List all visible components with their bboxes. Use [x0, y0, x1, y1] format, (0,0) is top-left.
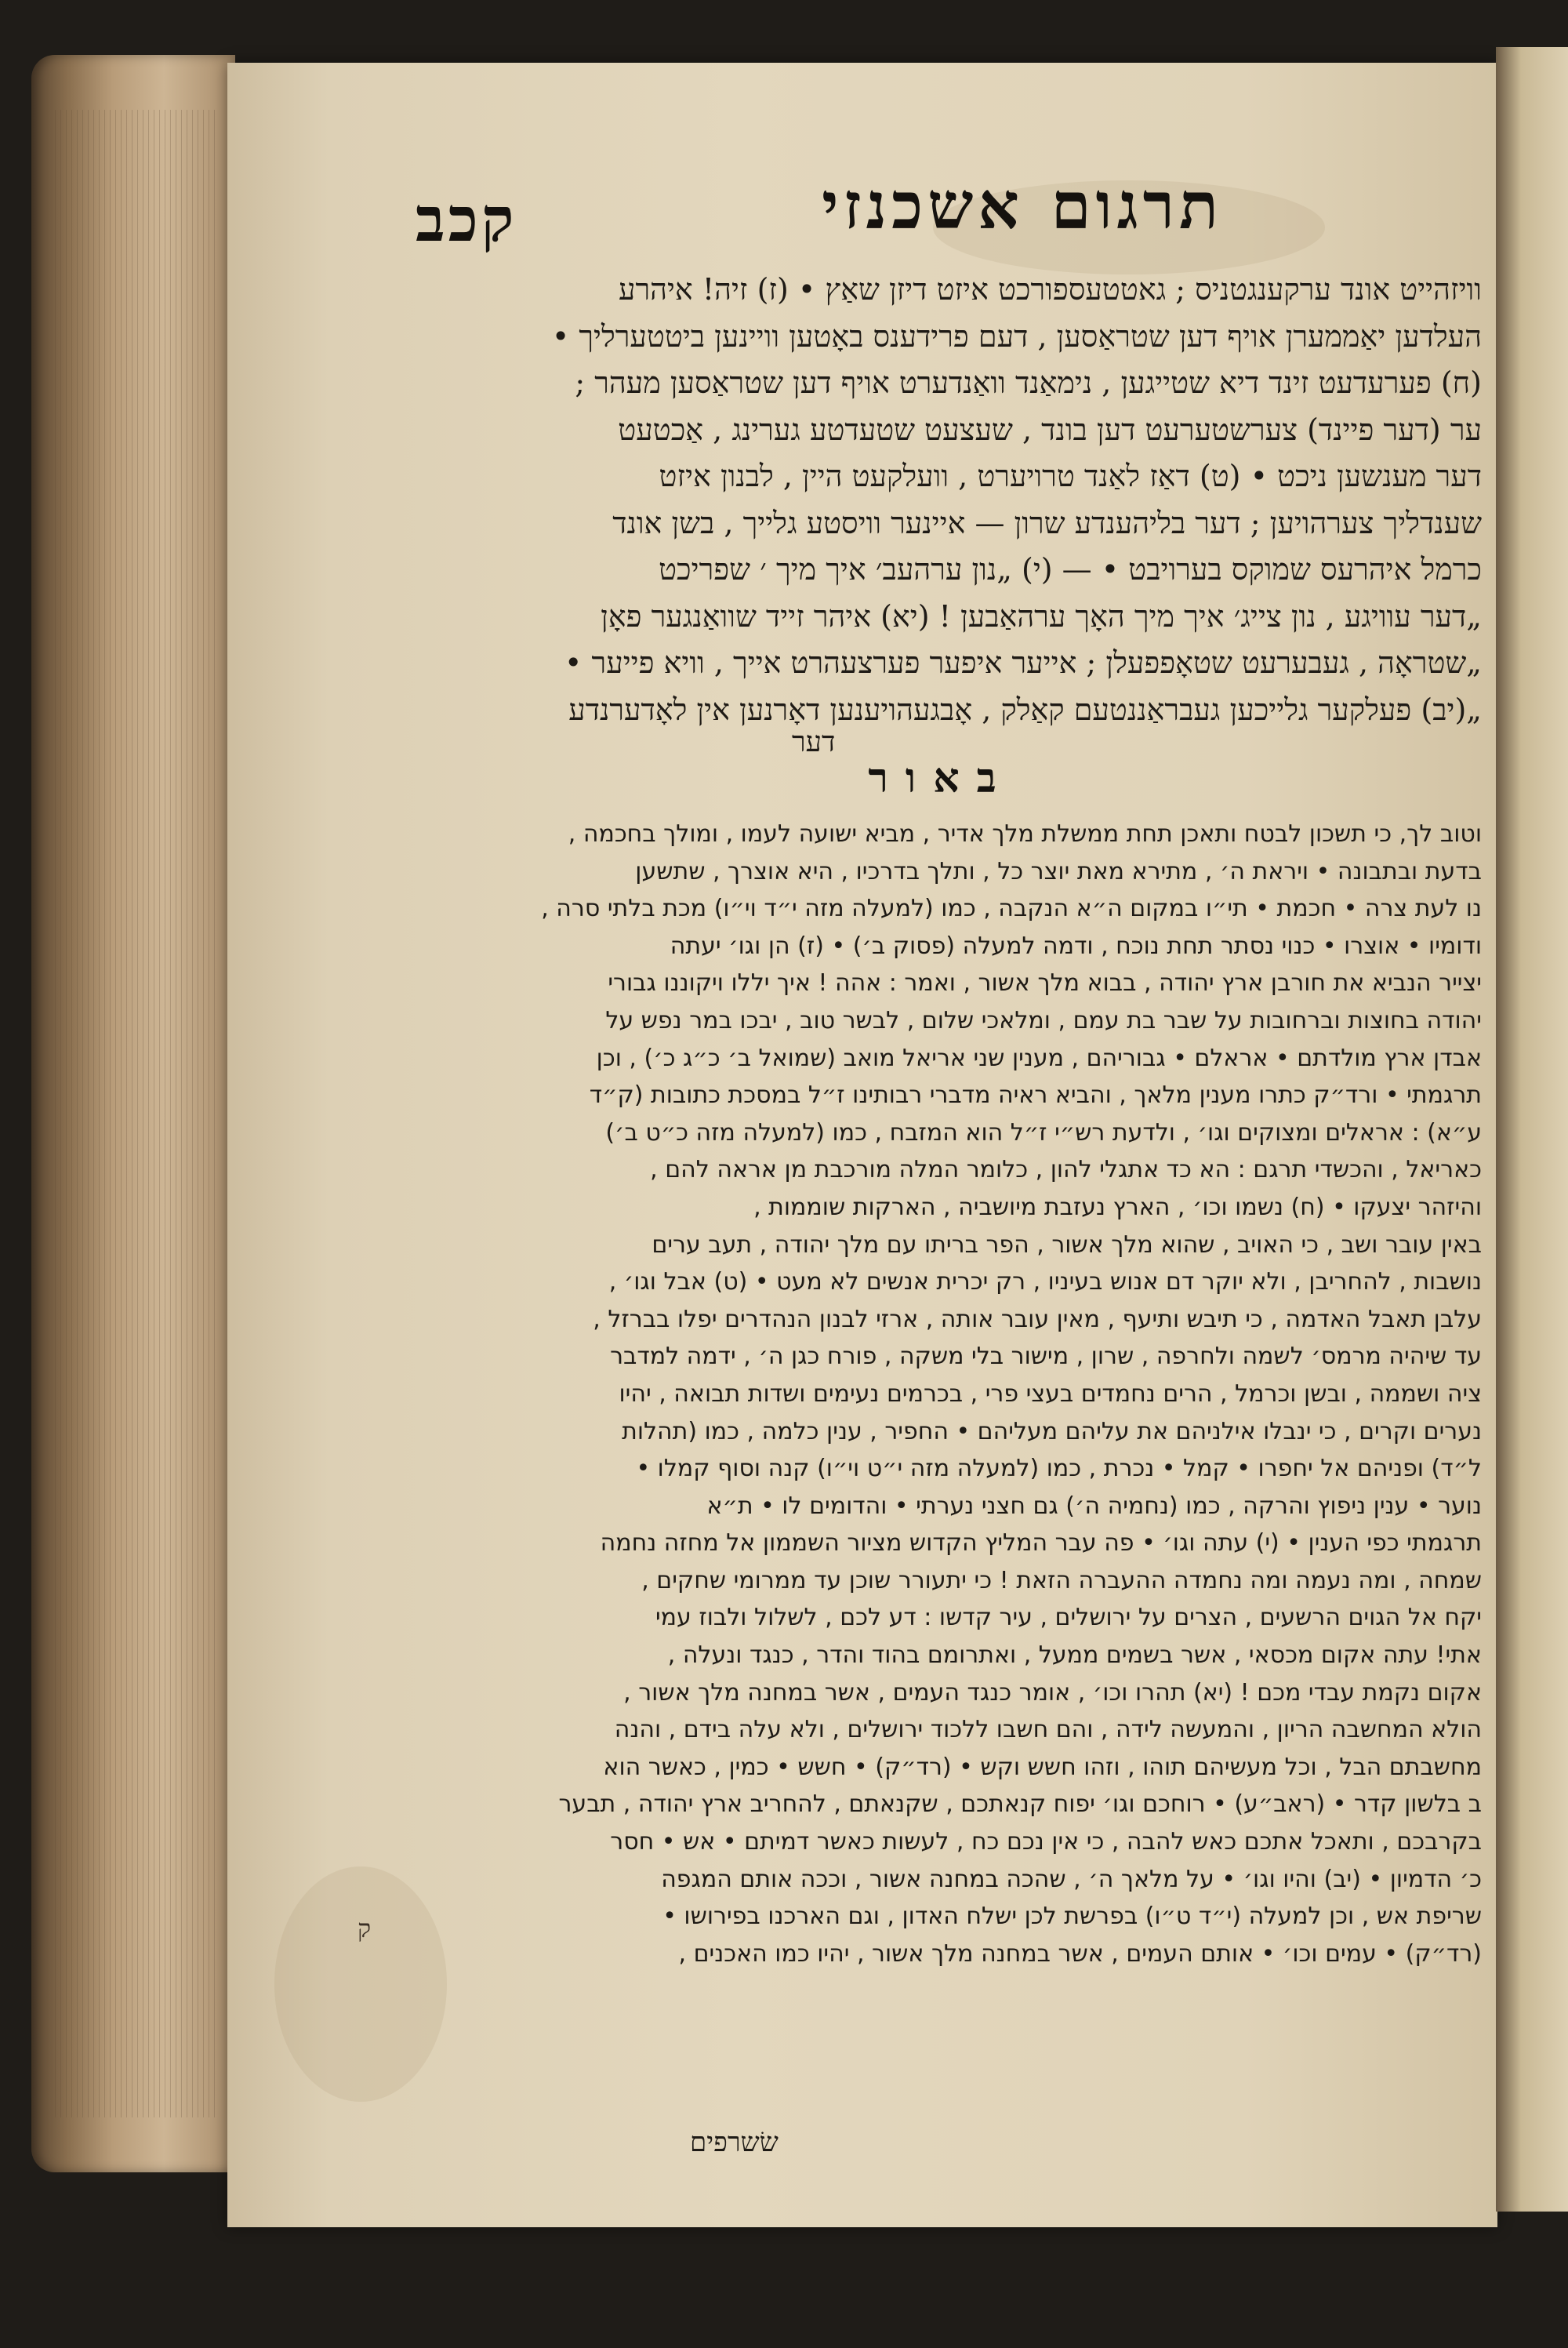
commentary-line: ע״א) : אראלים ומצוקים וגו׳ , ולדעת רש״י ז״ל הוא המזבח , כמו (למעלה מזה כ״ט ב׳) — [605, 1118, 1482, 1147]
commentary-line: נושבות , להחריבן , ולא יוקר דם אנוש בעיניו , רק יכרית אנשים לא מעט • (ט) אבל וגו׳ , — [608, 1268, 1482, 1296]
page-number: קכב — [416, 184, 517, 256]
commentary-line: אבדן ארץ מולדתם • אראלם • גבוריהם , מענין שני אריאל מואב (שמואל ב׳ כ״ג כ׳) , וכן — [596, 1044, 1482, 1072]
page-header — [408, 169, 1458, 263]
commentary-line: עלבן תאבל האדמה , כי תיבש ותיעף , מאין עובר אותה , ארזי לבנון הנהדרים יפלו בברזל , — [593, 1305, 1482, 1333]
page-edge-texture — [55, 110, 220, 2117]
commentary-line: מחשבתם הבל , וכל מעשיהם תוהו , וזהו חשש וקש • (רד״ק) • חשש • כמין , כאשר הוא — [603, 1753, 1482, 1781]
commentary-text — [392, 816, 1482, 1972]
translation-line: וויזהייט אונד ערקענגטניס ; גאטטעספורכט איזט דיזן שאַץ • (ז) זיה! איהרע — [618, 272, 1482, 307]
marginal-mark: ק — [358, 1914, 372, 1943]
commentary-line: ודומיו • אוצרו • כנוי נסתר תחת נוכח , ודמה למעלה (פסוק ב׳) • (ז) הן וגו׳ יעתה — [670, 932, 1482, 960]
commentary-line: כאריאל , והכשדי תרגם : הא כד אתגלי להון , כלומר המלה מורכבת מן אראה להם , — [650, 1156, 1482, 1184]
commentary-line: בדעת ובתבונה • ויראת ה׳ , מתירא מאת יוצר כל , ותלך בדרכיו , היא אוצרך , שתשען — [635, 857, 1482, 885]
commentary-line: עד שיהיה מרמס׳ לשמה ולחרפה , שרון , מישור בלי משקה , פורח כגן ה׳ , ידמה למדבר — [610, 1343, 1482, 1371]
commentary-line: יקח אל הגוים הרשעים , הצרים על ירושלים , עיר קדשו : דע לכם , לשלול ולבוז עמי — [655, 1604, 1482, 1632]
commentary-line: וטוב לך, כי תשכון לבטח ותאכן תחת ממשלת מלך אדיר , מביא ישועה לעמו , ומולך בחכמה , — [568, 820, 1482, 848]
commentary-line: בקרבכם , ותאכל אתכם כאש להבה , כי אין נכם כח , לעשות כאשר דמיתם • אש • חסר — [610, 1828, 1482, 1856]
commentary-line: נערים וקרים , כי ינבלו אילניהם את עליהם מעליהם • החפיר , ענין כלמה , כמו (תהלות — [622, 1417, 1482, 1445]
commentary-line: ב בלשון קדר • (ראב״ע) • רוחכם וגו׳ יפוח קנאתכם , שקנאתם , להחריב ארץ יהודה , תבער — [558, 1790, 1482, 1819]
signature-catchword: שׂשרפים — [690, 2127, 779, 2158]
catchword: דער — [792, 726, 836, 758]
commentary-line: שמחה , ומה נעמה ומה נחמדה ההעברה הזאת ! כי יתעורר שוכן עד ממרומי שחקים , — [641, 1566, 1482, 1594]
commentary-line: יצייר הנביא את חורבן ארץ יהודה , בבוא מלך אשור , ואמר : אהה ! איך יללו ויקוננו גבורי — [608, 969, 1482, 998]
commentary-line: באין עובר ושב , כי האויב , שהוא מלך אשור , הפר בריתו עם מלך יהודה , תעב ערים — [652, 1230, 1482, 1259]
commentary-line: הולא המחשבה הריון , והמעשה לידה , והם חשבו ללכוד ירושלים , ולא עלה בידם , והנה — [614, 1716, 1482, 1744]
translation-line: שענדליך צערהויען ; דער בליהענדע שרון — איינער וויסטע גלייך , בשן אונד — [612, 505, 1482, 540]
commentary-line: ציה ושממה , ובשן וכרמל , הרים נחמדים בעצי פרי , בכרמים נעימים ושדות תבואה , יהיו — [619, 1379, 1482, 1408]
translation-line: ער (דער פיינד) צערשטערעט דען בונד , שעצעט שטעדטע גערינג , אַכטעט — [618, 412, 1482, 447]
translation-line: כרמל איהרעס שמוקס בערויבט • — (י) „נון ערהעב׳ איך מיך ׳ שפריכט — [659, 552, 1482, 587]
section-heading: באור — [868, 754, 1014, 802]
commentary-line: תרגמתי כפי הענין • (י) עתה וגו׳ • פה עבר המליץ הקדוש מציור השממון אל מחזה נחמה — [600, 1529, 1482, 1557]
translation-line: דער מענשען ניכט • (ט) דאַז לאַנד טרויערט , וועלקעט היין , לבנון איזט — [659, 459, 1482, 493]
commentary-line: (רד״ק) • עמים וכו׳ • אותם העמים , אשר במחנה מלך אשור , יהיו כמו האכנים , — [678, 1939, 1482, 1968]
commentary-line: ל״ד) ופניהם אל יחפרו • קמל • נכרת , כמו (למעלה מזה י״ט וי״ו) קנה וסוף קמלו • — [636, 1455, 1482, 1483]
translation-line: „(יב) פעלקער גלייכען געבראַננטעם קאַלק , אָבגעהויענען דאָרנען אין לאָדערנדע — [568, 692, 1482, 727]
commentary-line: כ׳ הדמיון • (יב) והיו וגו׳ • על מלאך ה׳ , שהכה במחנה אשור , וככה אותם המגפה — [661, 1865, 1482, 1893]
translation-text — [392, 267, 1482, 733]
translation-line: העלדען יאַממערן אויף דען שטראַסען , דעם פרידענס באָטען וויינען ביטטערליך • — [551, 318, 1482, 354]
commentary-line: והיזהר יצעקו • (ח) נשמו וכו׳ , הארץ נעזבת מיושביה , הארקות שוממות , — [753, 1193, 1482, 1221]
translation-line: (ח) פערעדעט זינד דיא שטייגען , נימאַנד וואַנדערט אויף דען שטראַסען מעהר ; — [575, 365, 1482, 400]
running-title: תרגום אשכנזי — [822, 169, 1223, 244]
commentary-line: שריפת אש , וכן למעלה (י״ד ט״ו) בפרשת לכן ישלח האדון , וגם הארכנו בפירושו • — [662, 1903, 1482, 1931]
commentary-line: אקום נקמת עבדי מכם ! (יא) תהרו וכו׳ , אומר כנגד העמים , אשר במחנה מלך אשור , — [623, 1678, 1482, 1706]
commentary-line: נוער • ענין ניפוץ והרקה , כמו (נחמיה ה׳) גם חצני נערתי • והדומים לו • ת״א — [706, 1492, 1482, 1520]
commentary-line: אתי! עתה אקום מכסאי , אשר בשמים ממעל , ואתרומם בהוד והדר , כנגד ונעלה , — [667, 1641, 1482, 1670]
commentary-line: יהודה בחוצות וברחובות על שבר בת עמם , ומלאכי שלום , לבשר טוב , יבכו במר נפש על — [605, 1006, 1482, 1034]
commentary-line: תרגמתי • ורד״ק כתרו מענין מלאך , והביא ראיה מדברי רבותינו ז״ל במסכת כתובות (ק״ד — [589, 1081, 1482, 1110]
commentary-line: נו לעת צרה • חכמת • תי״ו במקום ה״א הנקבה , כמו (למעלה מזה י״ד וי״ו) מכת בלתי סרה , — [541, 895, 1482, 923]
translation-line: „שטראָה , געבערעט שטאָפפעלן ; אייער איפער פערצעהרט אייך , וויא פייער • — [564, 645, 1482, 680]
translation-line: „דער עוויגע , נון צייג׳ איך מיך האָך ערהאַבען ! (יא) איהר זייד שוואַנגער פאָן — [601, 598, 1482, 634]
facing-page-edge — [1496, 47, 1568, 2212]
